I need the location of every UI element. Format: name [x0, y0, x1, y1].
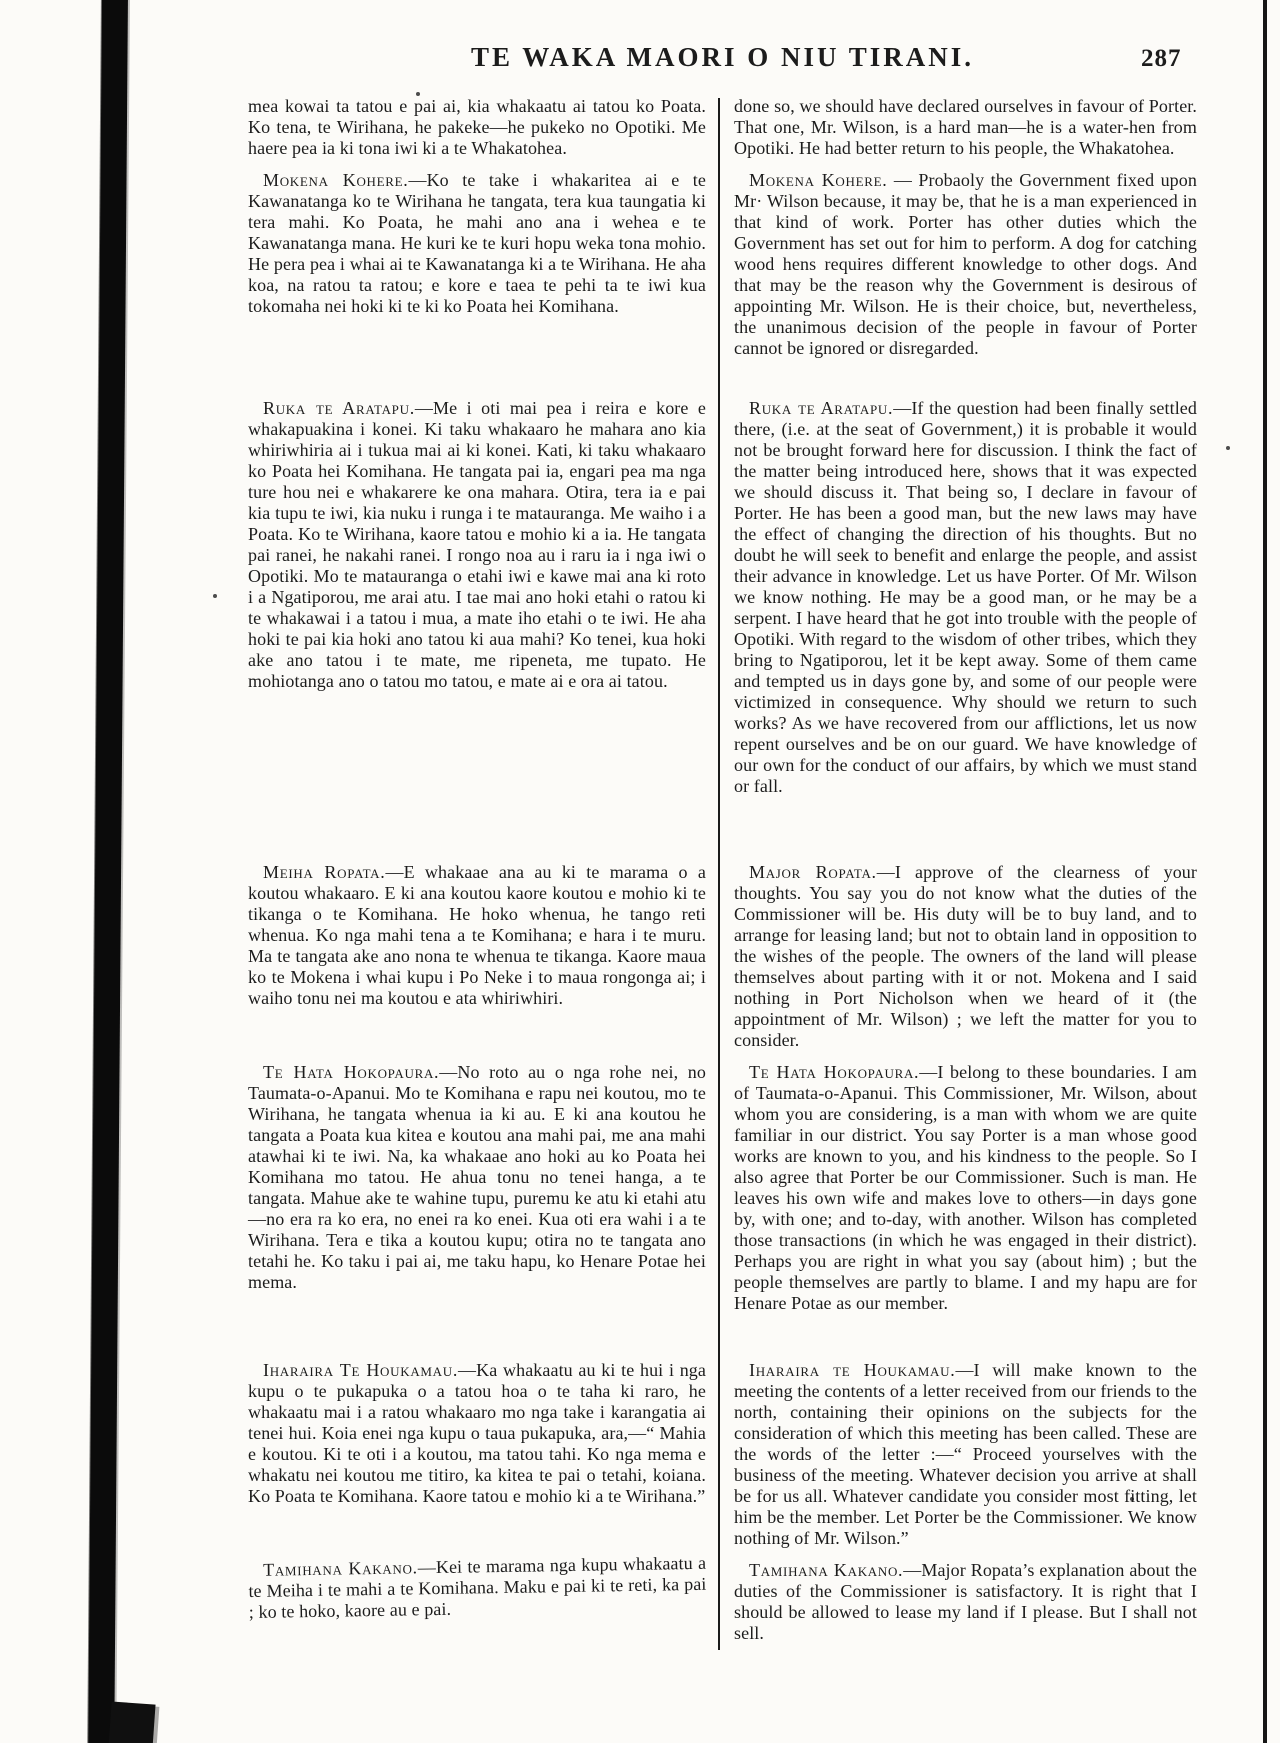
- english-column: [734, 398, 1197, 797]
- english-column: [734, 1560, 1197, 1644]
- masthead-title: TE WAKA MAORI O NIU TIRANI.: [470, 42, 975, 72]
- section-row-ruka-te-aratapu: [248, 398, 1197, 862]
- page-number: 287: [1141, 45, 1182, 72]
- paragraph-text: mea kowai ta tatou e pai ai, kia whakaatu ai tatou ko Poata. Ko tena, te Wirihana, he pakeke—he pukeko no Opotiki. Me haere pea ia ki tona iwi ki a te Whakatohea.: [248, 96, 706, 158]
- speaker-name: Ruka te Aratapu.: [749, 398, 894, 418]
- paragraph-text: —Kei te marama nga kupu whakaatu a te Meiha i te mahi a te Komihana. Maku e pai ki te reti, ka pai ; ko te hoko, kaore au e pai.: [248, 1552, 707, 1622]
- maori-column: [248, 96, 706, 159]
- section-row-continuation: [248, 96, 1197, 170]
- paragraph-maori: [248, 862, 706, 1009]
- speaker-name: Tamihana Kakano.: [262, 1557, 418, 1580]
- binding-edge-strip: [88, 0, 128, 1743]
- paragraph-text: —Me i oti mai pea i reira e kore e whakapuakina i konei. Ki taku whakaaro he mahara ano kia whiriwhiria ai i tukua mai ai ki konei. Kati, ki taku whakaaro ko Poata hei Komihana. He tangata pai ia, engari pea ma nga ture hou nei e whakarere ke ona mahara. Otira, tera ia e pai kia tupu te iwi, kia nuku i runga i te matauranga. Me waiho i a Poata. Ko te Wirihana, kaore tatou e mohio ki a ia. He tangata pai ranei, he nakahi ranei. I rongo noa au i raru ia i nga iwi o Opotiki. Mo te matauranga o etahi iwi e kawe mai ana ki roto i a Ngatiporou, me arai atu. I tae mai ano hoki etahi o ratou ki te whakawai i a tatou i mua, a mate iho etahi o te iwi. He aha hoki te pai kia hoki ano tatou ki aua mahi? Ko tenei, kua hoki ake ano tatou i te mate, me ripeneta, me tupato. He mohiotanga ano o tatou mo tatou, e mate ai e ora ai tatou.: [248, 398, 706, 691]
- section-row-te-hata-hokopaura: [248, 1062, 1197, 1360]
- speaker-name: Ruka te Aratapu.: [263, 398, 415, 418]
- paragraph-text: —E whakaae ana au ki te marama o a koutou whakaaro. E ki ana koutou kaore koutou e mohio ki te tikanga o te Komihana. He hoko whenua, he tango reti whenua. Ko nga mahi tena a te Komihana; e hara i te muru. Ma te tangata ake ano nona te whenua te tikanga. Kaore maua ko te Mokena i whai kupu i Po Neke i to maua rongonga ai; i waiho tonu nei ma koutou e ata whiriwhiri.: [248, 862, 706, 1008]
- paragraph-english: [734, 862, 1197, 1051]
- paragraph-maori: [248, 96, 706, 159]
- paragraph-english: [734, 1062, 1197, 1314]
- paragraph-text: —Ko te take i whakaritea ai e te Kawanatanga ko te Wirihana he tangata, tera kua taungatia ki tera mahi. Ko Poata, he mahi ano ana i wehea e te Kawanatanga mana. He kuri ke te kuri hopu weka tona mohio. He pera pea i whai ai te Kawanatanga ki a te Wirihana. He aha koa, na ratou ta ratou; e kore e taea te pehi ta te iwi kua tokomaha nei hoki ki te ki ko Poata hei Komihana.: [248, 170, 706, 316]
- paragraph-text: —I belong to these boundaries. I am of Taumata-o-Apanui. This Commissioner, Mr. Wilson, about whom you are considering, is a man with whom we are quite familiar in our district. You say Porter is a man whose good works are known to you, and his kindness to the people. So I also agree that Porter be our Commissioner. Such is man. He leaves his own wife and makes love to others—in days gone by, with one; and to-day, with another. Wilson has completed those transactions (in which he was engaged in their district). Perhaps you are right in what you say (about him) ; but the people themselves are partly to blame. I and my hapu are for Henare Potae as our member.: [734, 1062, 1197, 1313]
- speaker-name: Iharaira te Houkamau.: [749, 1360, 956, 1380]
- binding-edge-foot: [108, 1702, 155, 1743]
- paragraph-maori: [248, 398, 706, 692]
- maori-column: [248, 1062, 706, 1293]
- paragraph-text: —If the question had been finally settled there, (i.e. at the seat of Government,) it is probable it would not be brought forward here for discussion. I think the fact of the matter being introduced here, shows that it was expected we should discuss it. That being so, I declare in favour of Porter. He has been a good man, but the new laws may have the effect of changing the direction of his thoughts. But no doubt he will seek to benefit and enlarge the people, and assist their advance in knowledge. Let us have Porter. Of Mr. Wilson we know nothing. He may be a good man, or he may be a serpent. I have heard that he got into trouble with the people of Opotiki. With regard to the wisdom of other tribes, which they bring to Ngatiporou, let it be kept away. Some of them came and tempted us in days gone by, and some of our people were victimized in consequence. Why should we return to such works? As we have recovered from our afflictions, let us now repent ourselves and be on our guard. We have knowledge of our own for the conduct of our affairs, by which we must stand or fall.: [734, 398, 1197, 796]
- speaker-name: Iharaira Te Houkamau.: [263, 1360, 459, 1380]
- paragraph-english: [734, 96, 1197, 159]
- english-column: [734, 96, 1197, 159]
- column-divider-rule: [718, 98, 720, 1650]
- paragraph-text: —I will make known to the meeting the contents of a letter received from our friends to the north, containing their opinions on the subjects for the consideration of which this meeting has been called. These are the words of the letter :—“ Proceed yourselves with the business of the meeting. Whatever decision you arrive at shall be for us all. Whatever candidate you consider most fitting, let him be the member. Let Porter be the Commissioner. We know nothing of Mr. Wilson.”: [734, 1360, 1198, 1548]
- paragraph-text: done so, we should have declared ourselves in favour of Porter. That one, Mr. Wilson, is a hard man—he is a water-hen from Opotiki. He had better return to his people, the Whakatohea.: [734, 96, 1197, 158]
- speaker-name: Meiha Ropata.: [263, 862, 386, 882]
- section-row-iharaira-te-houkamau: [248, 1360, 1197, 1560]
- two-column-text-block: [248, 96, 1197, 1644]
- paragraph-text: —Major Ropata’s explanation about the duties of the Commissioner is satisfactory. It is right that I should be allowed to lease my land if I please. But I shall not sell.: [734, 1560, 1197, 1643]
- speaker-name: Te Hata Hokopaura.: [263, 1062, 440, 1082]
- speaker-name: Mokena Kohere.: [263, 170, 409, 190]
- speaker-name: Major Ropata.: [749, 862, 877, 882]
- maori-column: [248, 1360, 706, 1507]
- paragraph-maori: [248, 170, 706, 317]
- paragraph-text: —Ka whakaatu au ki te hui i nga kupu o te pukapuka o a tatou hoa o te taha ki raro, he whakaatu mai i a ratou whakaaro mo nga take i karangatia ai tenei hui. Koia enei nga kupu o taua pukapuka, ara,—“ Mahia e koutou. Ki te oti i a koutou, ma tatou tahi. Ko nga mema e whakatu nei koutou me titiro, ka kitea te pai o tetahi, koiana. Ko Poata te Komihana. Kaore tatou e mohio ki a te Wirihana.”: [248, 1360, 706, 1506]
- english-column: [734, 862, 1197, 1051]
- english-column: [734, 170, 1197, 359]
- paragraph-text: — Probaoly the Government fixed upon Mr· Wilson because, it may be, that he is a man experienced in that kind of work. Porter has other duties which the Government has set out for him to perform. A dog for catching wood hens requires different knowledge to other dogs. And that may be the reason why the Government is desirous of appointing Mr. Wilson. He is their choice, but, nevertheless, the unanimous decision of the people in favour of Porter cannot be ignored or disregarded.: [734, 170, 1197, 358]
- speaker-name: Tamihana Kakano.: [749, 1560, 904, 1580]
- section-row-tamihana-kakano: [248, 1552, 1197, 1644]
- maori-column: [248, 862, 706, 1009]
- maori-column: [248, 1552, 707, 1623]
- paragraph-maori: [248, 1062, 706, 1293]
- section-row-major-ropata: [248, 862, 1197, 1062]
- maori-column: [248, 170, 706, 317]
- paragraph-english: [734, 1360, 1197, 1549]
- ink-speck: [213, 594, 217, 598]
- section-row-mokena-kohere: [248, 170, 1197, 398]
- paragraph-maori: [248, 1360, 706, 1507]
- speaker-name: Mokena Kohere.: [749, 170, 888, 190]
- speaker-name: Te Hata Hokopaura.: [749, 1062, 920, 1082]
- ink-speck: [1226, 446, 1230, 450]
- english-column: [734, 1062, 1197, 1314]
- paragraph-text: —I approve of the clearness of your thoughts. You say you do not know what the duties of the Commissioner will be. His duty will be to buy land, and to arrange for leasing land; but not to obtain land in opposition to the wishes of the people. The owners of the land will please themselves about parting with it or not. Mokena and I said nothing in Port Nicholson when we heard of it (the appointment of Mr. Wilson) ; we left the matter for you to consider.: [734, 862, 1198, 1050]
- english-column: [734, 1360, 1197, 1549]
- paragraph-english: [734, 170, 1197, 359]
- paragraph-maori: [248, 1553, 707, 1623]
- maori-column: [248, 398, 706, 692]
- paragraph-text: —No roto au o nga rohe nei, no Taumata-o-Apanui. Mo te Komihana e rapu nei koutou, mo te Wirihana, he tangata whenua ia ki au. E ki ana koutou he tangata a Poata kua kitea e koutou ana mahi pai, me ana mahi atawhai ki te iwi. Na, ka whakaae ano hoki au ko Poata hei Komihana mo tatou. He ahua tonu no tenei hanga, a te tangata. Mahue ake te wahine tupu, puremu ke atu ki etahi atu—no era ra ko era, no enei ra ko enei. Kua oti era wahi i a te Wirihana. Tera e tika a koutou kupu; otira no te tangata ano tetahi he. Ko taku i pai ai, me taku hapu, ko Henare Potae hei mema.: [248, 1062, 706, 1292]
- paragraph-english: [734, 1560, 1197, 1644]
- page-edge-line: [1263, 0, 1267, 1743]
- paragraph-english: [734, 398, 1197, 797]
